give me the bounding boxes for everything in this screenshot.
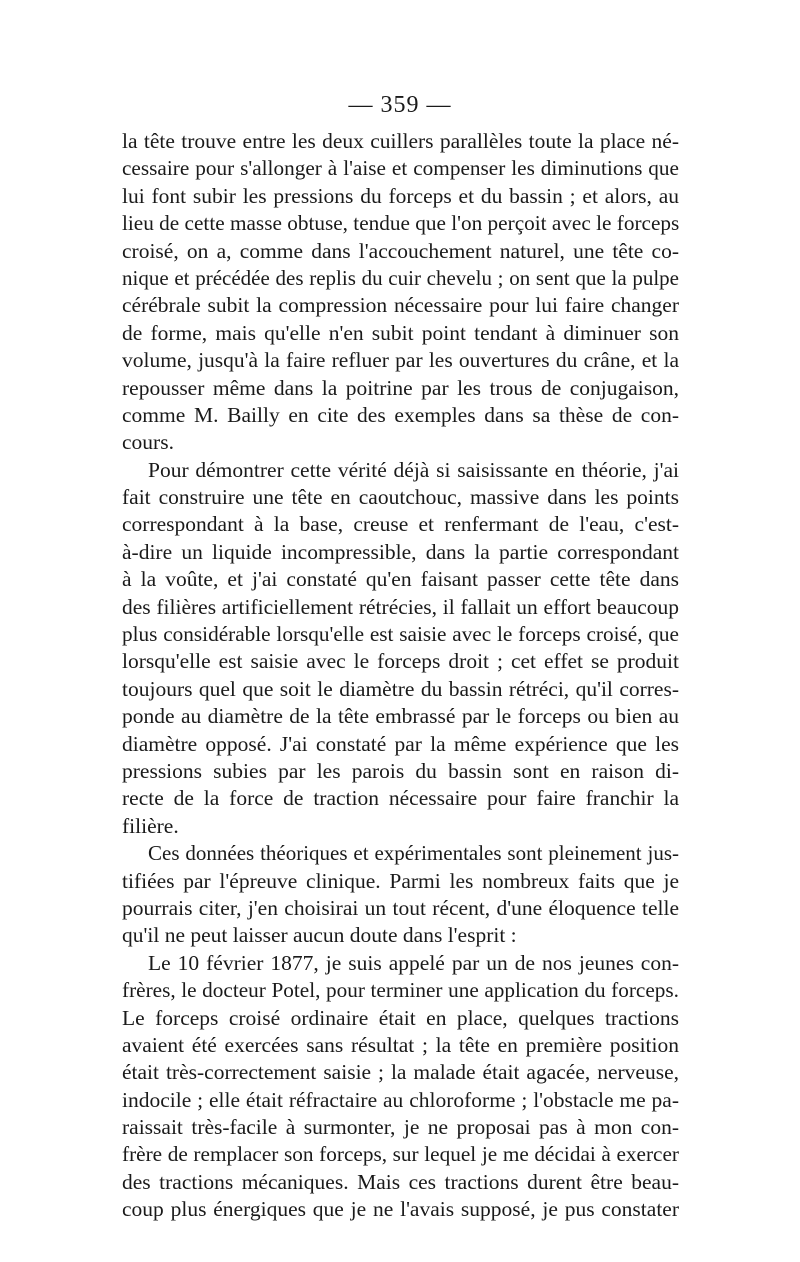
text-line: pourrais citer, j'en choisirai un tout récent, d'une éloquence telle: [122, 895, 679, 920]
text-line: diamètre opposé. J'ai constaté par la même expérience que les: [122, 731, 679, 756]
text-line: indocile ; elle était réfractaire au chloroforme ; l'obstacle me pa-: [122, 1087, 679, 1112]
text-line: lorsqu'elle est saisie avec le forceps droit ; cet effet se produit: [122, 649, 679, 674]
text-line: des tractions mécaniques. Mais ces tractions durent être beau-: [122, 1169, 679, 1194]
text-line: cessaire pour s'allonger à l'aise et compenser les diminutions que: [122, 156, 679, 181]
text-line: correspondant à la base, creuse et renfermant de l'eau, c'est-: [122, 512, 679, 537]
text-line: à-dire un liquide incompressible, dans la partie correspondant: [122, 539, 679, 564]
text-line: croisé, on a, comme dans l'accouchement naturel, une tête co-: [122, 238, 679, 263]
text-line: lui font subir les pressions du forceps et du bassin ; et alors, au: [122, 183, 679, 208]
text-line: des filières artificiellement rétrécies, il fallait un effort beaucoup: [122, 594, 679, 619]
text-line: recte de la force de traction nécessaire pour faire franchir la: [122, 786, 679, 811]
text-line: volume, jusqu'à la faire refluer par les ouvertures du crâne, et la: [122, 348, 679, 373]
text-line: repousser même dans la poitrine par les trous de conjugaison,: [122, 375, 679, 400]
text-line: plus considérable lorsqu'elle est saisie avec le forceps croisé, que: [122, 622, 679, 647]
text-line: était très-correctement saisie ; la malade était agacée, nerveuse,: [122, 1060, 679, 1085]
text-line: de forme, mais qu'elle n'en subit point tendant à diminuer son: [122, 320, 679, 345]
text-line: cours.: [122, 430, 174, 455]
text-line: cérébrale subit la compression nécessaire pour lui faire changer: [122, 293, 679, 318]
text-line: frère de remplacer son forceps, sur lequel je me décidai à exercer: [122, 1142, 679, 1167]
page-number: — 359 —: [348, 92, 452, 118]
text-line: Le 10 février 1877, je suis appelé par un de nos jeunes con-: [148, 950, 679, 975]
text-line: nique et précédée des replis du cuir chevelu ; on sent que la pulpe: [122, 265, 679, 290]
text-line: fait construire une tête en caoutchouc, massive dans les points: [122, 485, 679, 510]
text-line: toujours quel que soit le diamètre du bassin rétréci, qu'il corres-: [122, 676, 679, 701]
text-line: Le forceps croisé ordinaire était en place, quelques tractions: [122, 1005, 679, 1030]
text-line: qu'il ne peut laisser aucun doute dans l'esprit :: [122, 923, 517, 948]
text-line: ponde au diamètre de la tête embrassé par le forceps ou bien au: [122, 704, 679, 729]
text-line: avaient été exercées sans résultat ; la tête en première position: [122, 1032, 679, 1057]
text-line: coup plus énergiques que je ne l'avais supposé, je pus constater: [122, 1197, 679, 1222]
text-line: comme M. Bailly en cite des exemples dans sa thèse de con-: [122, 402, 679, 427]
text-line: pressions subies par les parois du bassin sont en raison di-: [122, 758, 679, 783]
text-line: la tête trouve entre les deux cuillers parallèles toute la place né-: [122, 129, 679, 153]
text-line: Ces données théoriques et expérimentales sont pleinement jus-: [148, 841, 679, 866]
text-line: raissait très-facile à surmonter, je ne proposai pas à mon con-: [122, 1115, 679, 1140]
text-line: Pour démontrer cette vérité déjà si saisissante en théorie, j'ai: [148, 457, 679, 482]
text-line: tifiées par l'épreuve clinique. Parmi les nombreux faits que je: [122, 868, 679, 893]
text-line: lieu de cette masse obtuse, tendue que l'on perçoit avec le forceps: [122, 211, 679, 236]
body-text: [122, 128, 679, 1224]
text-line: filière.: [122, 813, 179, 838]
text-line: frères, le docteur Potel, pour terminer une application du forceps.: [122, 978, 679, 1003]
text-line: à la voûte, et j'ai constaté qu'en faisant passer cette tête dans: [122, 567, 679, 592]
